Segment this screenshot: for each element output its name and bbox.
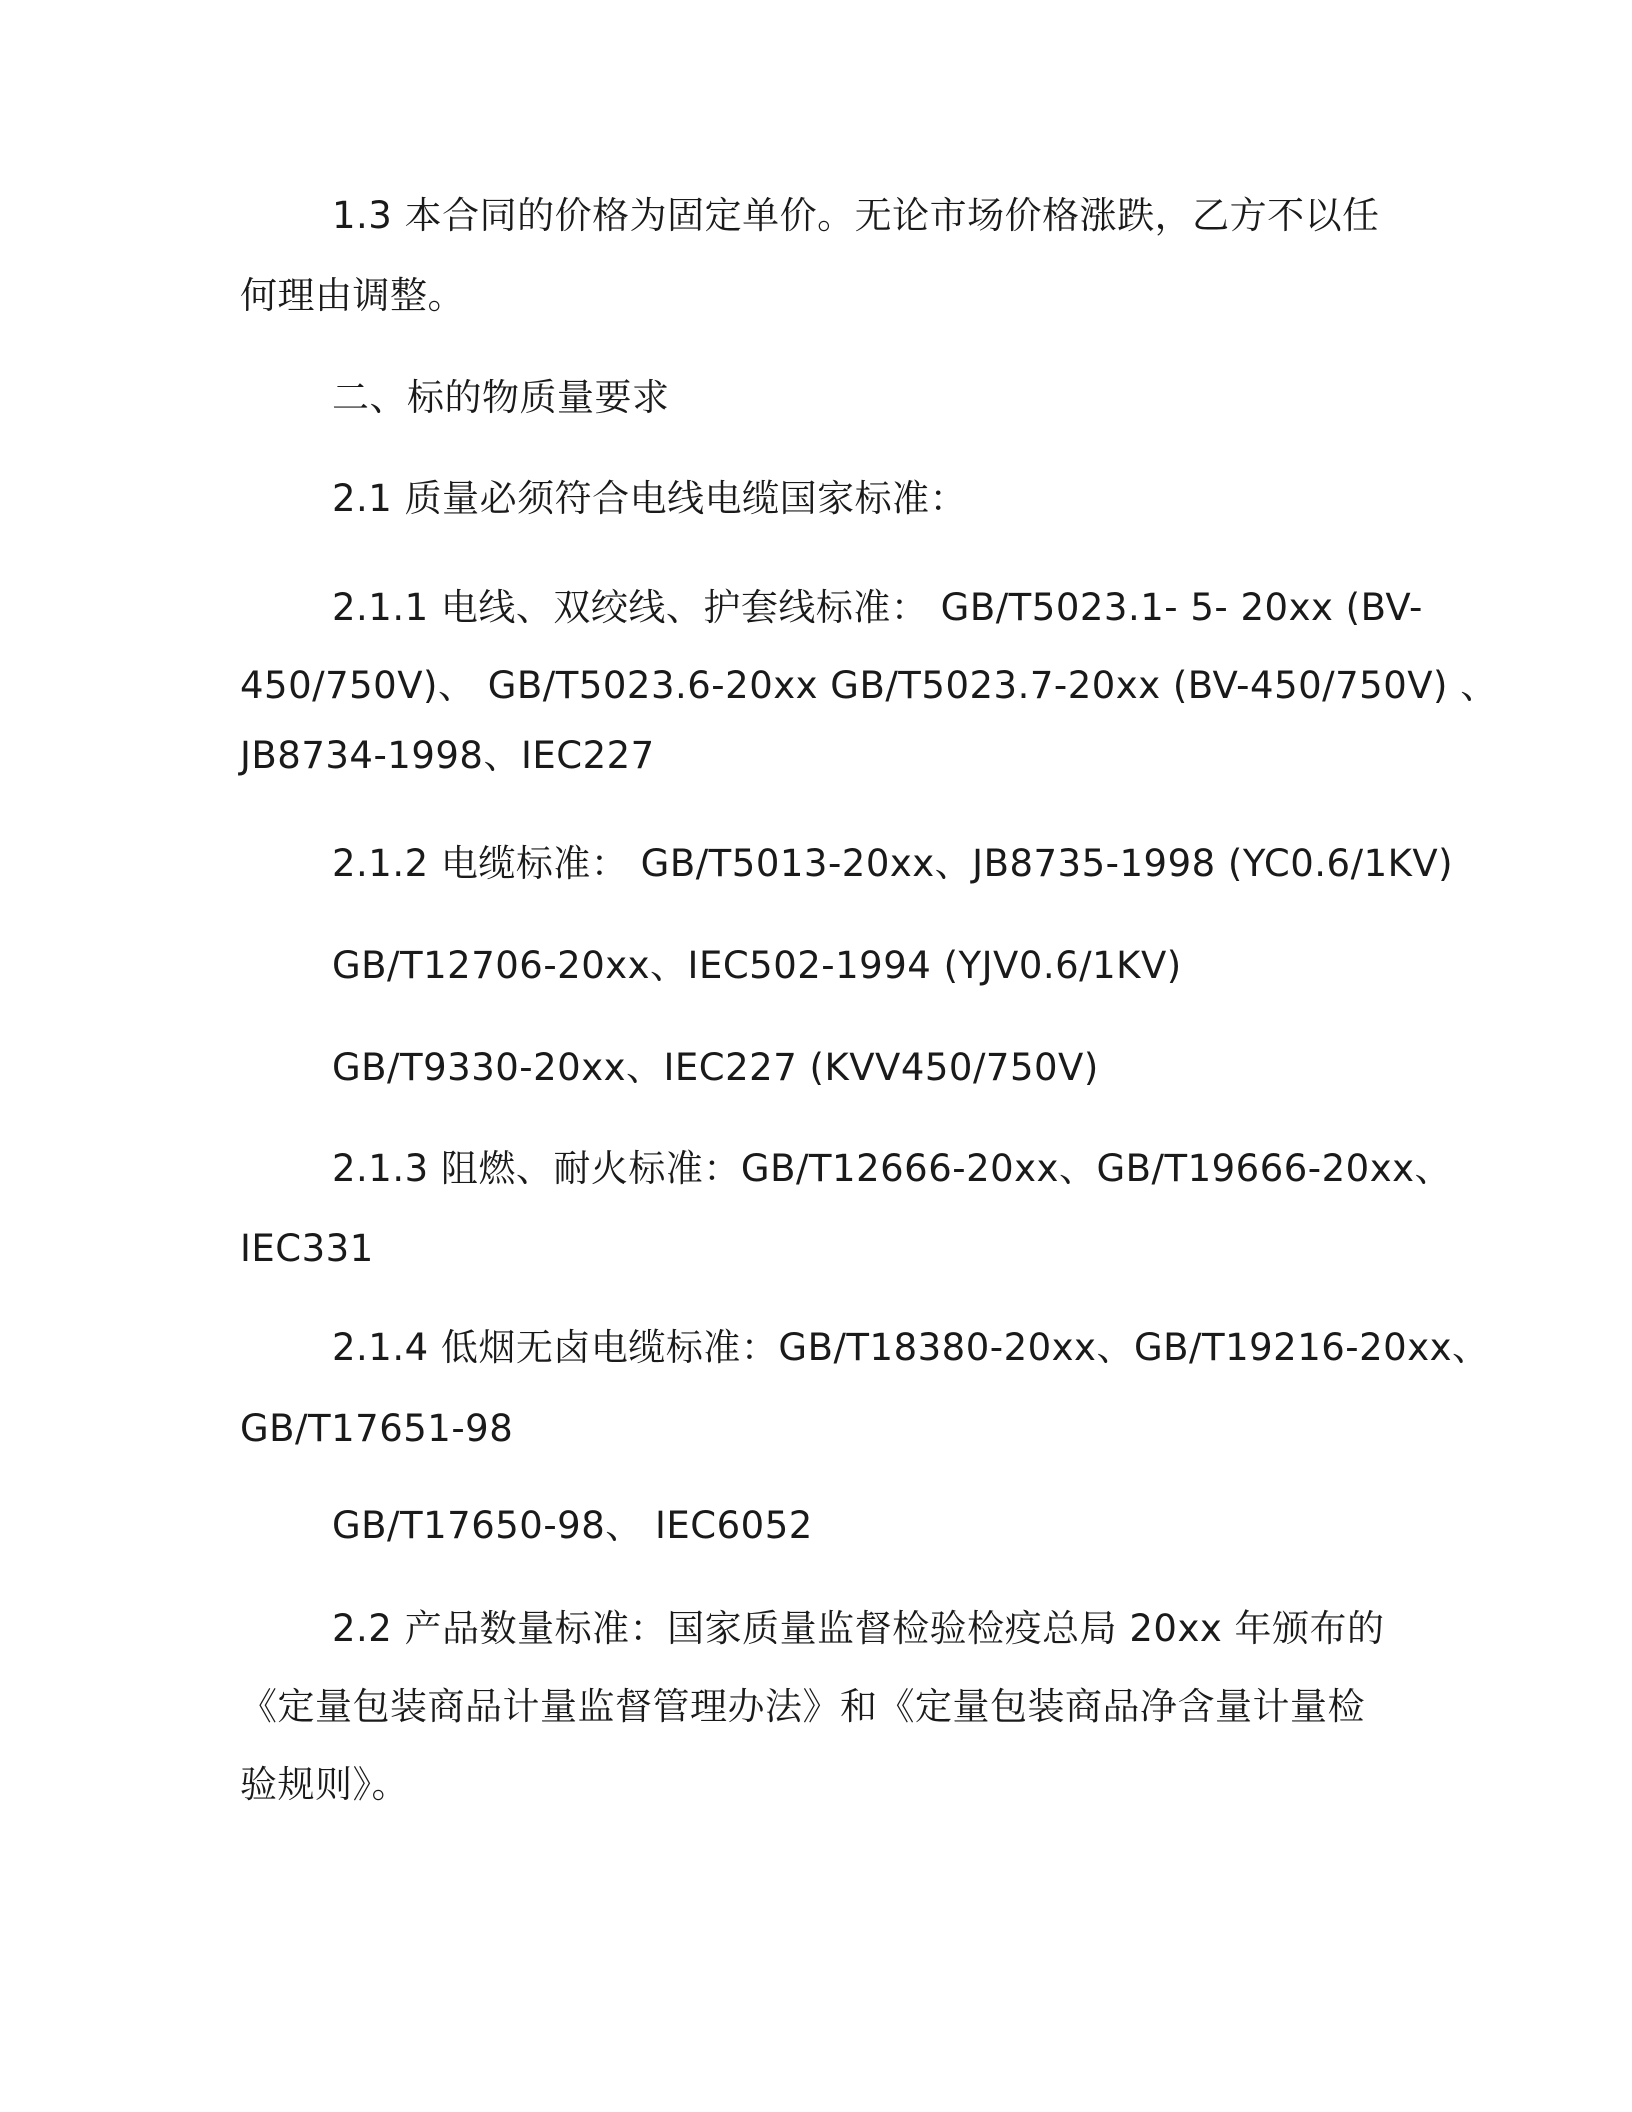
paragraph-2-1-3-line-1: 2.1.3 阻燃、耐火标准：GB/T12666-20xx、GB/T19666-20xx、 [332,1147,1453,1190]
paragraph-2-1-3-line-2: IEC331 [240,1227,374,1270]
paragraph-2-1-2: 2.1.2 电缆标准： GB/T5013-20xx、JB8735-1998 (YC0.6/1KV) [332,842,1454,885]
section-heading-2: 二、标的物质量要求 [332,376,670,419]
paragraph-2-1-4-line-3: GB/T17650-98、 IEC6052 [332,1504,813,1547]
paragraph-2-2-line-1: 2.2 产品数量标准：国家质量监督检验检疫总局 20xx 年颁布的 [332,1607,1385,1650]
paragraph-2-2-line-2: 《定量包装商品计量监督管理办法》和《定量包装商品净含量计量检 [240,1685,1365,1728]
paragraph-1-3-line-1: 1.3 本合同的价格为固定单价。无论市场价格涨跌，乙方不以任 [332,194,1380,237]
paragraph-2-1-2-line-3: GB/T9330-20xx、IEC227 (KVV450/750V) [332,1046,1099,1089]
paragraph-2-1-1-line-1: 2.1.1 电线、双绞线、护套线标准： GB/T5023.1- 5- 20xx (BV- [332,586,1423,629]
paragraph-2-1-1-line-3: JB8734-1998、IEC227 [240,734,655,777]
paragraph-2-1-4-line-2: GB/T17651-98 [240,1407,514,1450]
paragraph-2-1-4-line-1: 2.1.4 低烟无卤电缆标准：GB/T18380-20xx、GB/T19216-20xx、 [332,1326,1490,1369]
paragraph-2-1-2-line-2: GB/T12706-20xx、IEC502-1994 (YJV0.6/1KV) [332,944,1182,987]
paragraph-2-2-line-3: 验规则》。 [240,1763,409,1806]
paragraph-2-1: 2.1 质量必须符合电线电缆国家标准： [332,477,968,520]
paragraph-2-1-1-line-2: 450/750V)、 GB/T5023.6-20xx GB/T5023.7-20xx (BV-450/750V) 、 [240,664,1498,707]
paragraph-1-3-line-2: 何理由调整。 [240,274,465,317]
